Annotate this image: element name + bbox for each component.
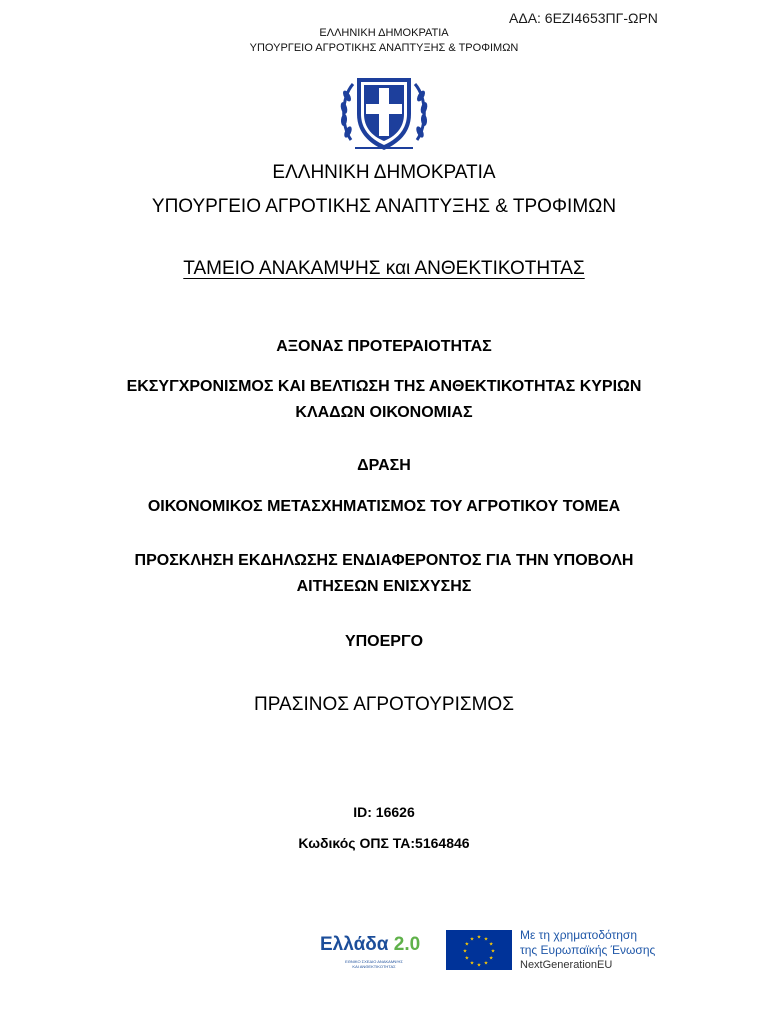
page-header xyxy=(0,26,768,56)
title-block xyxy=(0,156,768,224)
ellada-sub-line-2: ΚΑΙ ΑΝΘΕΚΤΙΚΟΤΗΤΑΣ xyxy=(352,964,396,969)
project-id: ID: 16626 xyxy=(353,804,415,820)
svg-text:★: ★ xyxy=(488,941,494,948)
header-republic: ΕΛΛΗΝΙΚΗ ΔΗΜΟΚΡΑΤΙΑ xyxy=(319,27,449,39)
ellada-logo-name: Ελλάδα xyxy=(320,934,389,955)
fund-title: ΤΑΜΕΙΟ ΑΝΑΚΑΜΨΗΣ και ΑΝΘΕΚΤΙΚΟΤΗΤΑΣ xyxy=(183,258,585,279)
ellada-logo-version: 2.0 xyxy=(393,934,421,955)
eu-text-line-3: NextGenerationEU xyxy=(520,959,613,971)
action-label: ΔΡΑΣΗ xyxy=(357,457,411,474)
title-ministry: ΥΠΟΥΡΓΕΙΟ ΑΓΡΟΤΙΚΗΣ ΑΝΑΠΤΥΞΗΣ & ΤΡΟΦΙΜΩΝ xyxy=(151,196,617,217)
action-value: ΟΙΚΟΝΟΜΙΚΟΣ ΜΕΤΑΣΧΗΜΑΤΙΣΜΟΣ ΤΟΥ ΑΓΡΟΤΙΚΟΥ ΤΟΜΕΑ xyxy=(147,498,621,515)
eu-text-line-2: της Ευρωπαϊκής Ένωσης xyxy=(520,943,656,957)
invitation-line-2: ΑΙΤΗΣΕΩΝ ΕΝΙΣΧΥΣΗΣ xyxy=(296,578,472,595)
ellada-sub-line-1: ΕΘΝΙΚΟ ΣΧΕΔΙΟ ΑΝΑΚΑΜΨΗΣ xyxy=(345,959,403,964)
svg-text:★: ★ xyxy=(476,962,482,969)
svg-text:★: ★ xyxy=(464,955,470,962)
svg-text:★: ★ xyxy=(490,948,496,955)
greek-coat-of-arms-icon xyxy=(339,74,429,154)
title-republic: ΕΛΛΗΝΙΚΗ ΔΗΜΟΚΡΑΤΙΑ xyxy=(272,162,496,183)
footer-logos xyxy=(318,928,698,974)
eu-funding-text xyxy=(520,928,655,973)
ellada-logo-text xyxy=(320,934,420,956)
svg-text:★: ★ xyxy=(469,936,475,943)
invitation-line-1: ΠΡΟΣΚΛΗΣΗ ΕΚΔΗΛΩΣΗΣ ΕΝΔΙΑΦΕΡΟΝΤΟΣ ΓΙΑ ΤΗΝ ΥΠΟΒΟΛΗ xyxy=(134,552,634,569)
svg-text:★: ★ xyxy=(469,960,475,967)
subproject-label: ΥΠΟΕΡΓΟ xyxy=(344,633,424,650)
svg-text:★: ★ xyxy=(488,955,494,962)
ellada-2-logo xyxy=(318,932,434,972)
header-ministry: ΥΠΟΥΡΓΕΙΟ ΑΓΡΟΤΙΚΗΣ ΑΝΑΠΤΥΞΗΣ & ΤΡΟΦΙΜΩΝ xyxy=(249,42,519,54)
ops-code: Κωδικός ΟΠΣ ΤΑ:5164846 xyxy=(298,835,470,851)
svg-text:★: ★ xyxy=(462,948,468,955)
ellada-logo-subtitle xyxy=(326,959,422,969)
svg-text:★: ★ xyxy=(483,936,489,943)
invitation-text xyxy=(0,548,768,600)
subproject-title: ΠΡΑΣΙΝΟΣ ΑΓΡΟΤΟΥΡΙΣΜΟΣ xyxy=(254,694,514,715)
svg-text:★: ★ xyxy=(476,934,482,941)
axis-line-2: ΚΛΑΔΩΝ ΟΙΚΟΝΟΜΙΑΣ xyxy=(295,404,473,421)
svg-text:★: ★ xyxy=(464,941,470,948)
eu-flag-icon xyxy=(446,930,512,970)
axis-label: ΑΞΟΝΑΣ ΠΡΟΤΕΡΑΙΟΤΗΤΑΣ xyxy=(276,338,492,355)
axis-description xyxy=(0,374,768,426)
svg-text:★: ★ xyxy=(483,960,489,967)
eu-text-line-1: Με τη χρηματοδότηση xyxy=(520,928,637,942)
ada-code: ΑΔΑ: 6ΕΖΙ4653ΠΓ-ΩΡΝ xyxy=(509,10,658,26)
axis-line-1: ΕΚΣΥΓΧΡΟΝΙΣΜΟΣ ΚΑΙ ΒΕΛΤΙΩΣΗ ΤΗΣ ΑΝΘΕΚΤΙΚΟΤΗΤΑΣ ΚΥΡΙΩΝ xyxy=(126,378,642,395)
